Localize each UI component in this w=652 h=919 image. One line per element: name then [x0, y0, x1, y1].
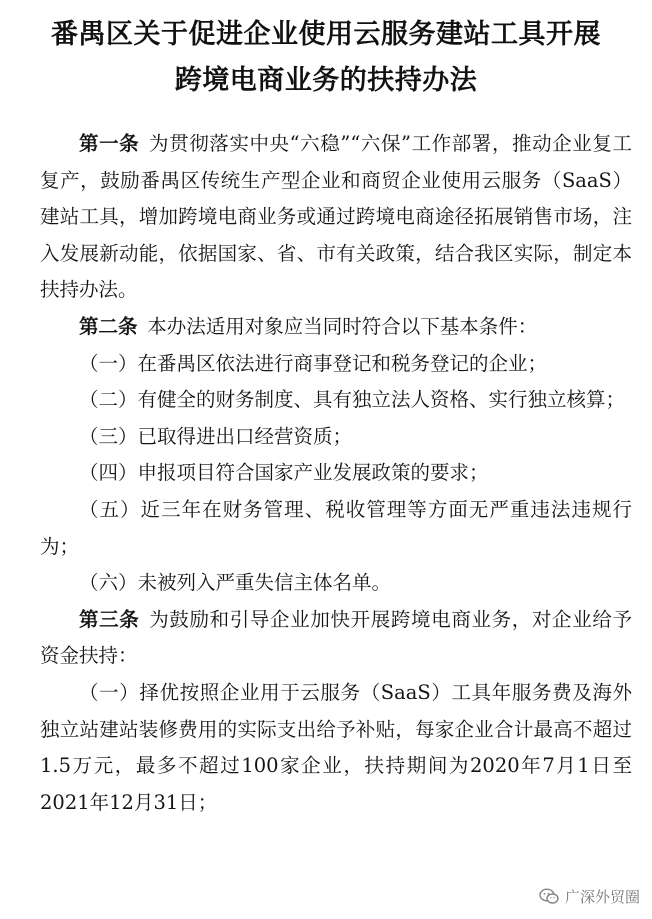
article-2-item: （二）有健全的财务制度、具有独立法人资格、实行独立核算； [79, 388, 626, 412]
article-2-item: （三）已取得进出口经营资质； [79, 424, 353, 448]
source-watermark [539, 886, 640, 907]
watermark-text: 广深外贸圈 [564, 888, 640, 906]
article-3-text: 为鼓励和引导企业加快开展跨境电商业务，对企业给予资金扶持： [40, 607, 632, 668]
article-2-label: 第二条 [79, 314, 138, 338]
article-2-item: （五）近三年在财务管理、税收管理等方面无严重违法违规行为； [40, 497, 632, 558]
document-title-line-2: 跨境电商业务的扶持办法 [174, 65, 478, 96]
article-2-item: （六）未被列入严重失信主体名单。 [79, 571, 392, 595]
article-1-paragraph [40, 126, 632, 309]
wechat-icon [539, 888, 559, 905]
article-2-item: （一）在番禺区依法进行商事登记和税务登记的企业； [79, 351, 548, 375]
article-1-text: 为贯彻落实中央“六稳”“六保”工作部署，推动企业复工复产，鼓励番禺区传统生产型企业和商贸企业使用云服务（SaaS）建站工具，增加跨境电商业务或通过跨境电商途径拓展销售市场，注入发展新动能，依据国家、省、市有关政策，结合我区实际，制定本扶持办法。 [40, 132, 632, 302]
article-3-paragraph [40, 602, 632, 675]
article-1-label: 第一条 [79, 132, 140, 155]
article-2-text: 本办法适用对象应当同时符合以下基本条件： [147, 314, 538, 338]
document-body [40, 126, 632, 821]
article-3-label: 第三条 [79, 607, 140, 631]
article-2-paragraph [40, 309, 632, 346]
article-3-item: （一）择优按照企业用于云服务（SaaS）工具年服务费及海外独立站建站装修费用的实际支出给予补贴，每家企业合计最高不超过1.5万元，最多不超过100家企业，扶持期间为2020年7月1日至2021年12月31日； [40, 680, 632, 814]
document-title-line-1: 番禺区关于促进企业使用云服务建站工具开展 [51, 19, 601, 50]
article-2-item: （四）申报项目符合国家产业发展政策的要求； [79, 461, 489, 485]
